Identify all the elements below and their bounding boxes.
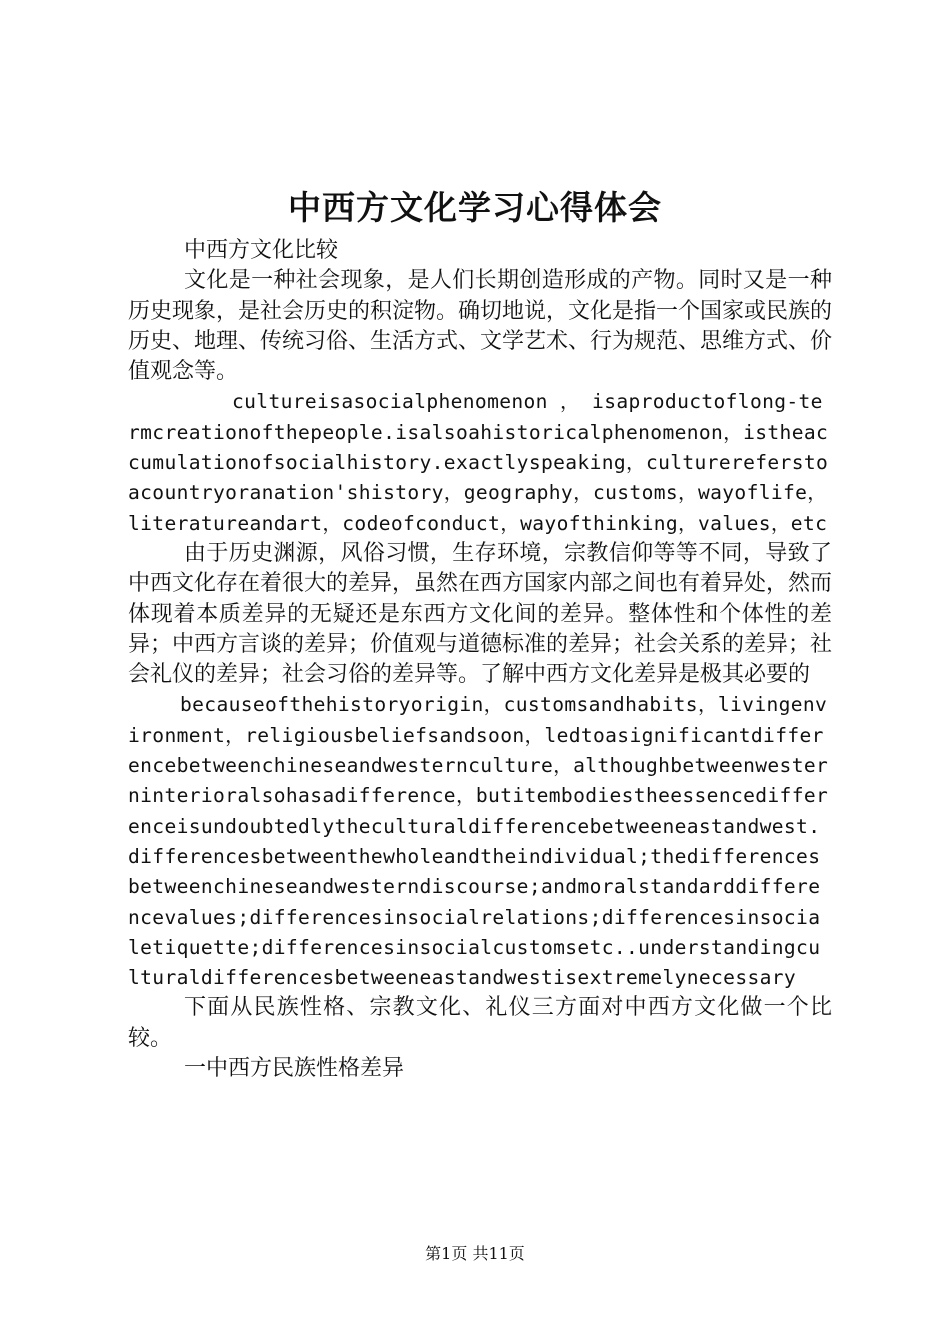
paragraph-chinese-intro: 文化是一种社会现象，是人们长期创造形成的产物。同时又是一种历史现象，是社会历史的积淀物。确切地说，文化是指一个国家或民族的历史、地理、传统习俗、生活方式、文学艺术、行为规范、思维方式、价值观念等。 [128,268,833,385]
section-heading: 中西方文化比较 [184,238,339,263]
paragraph-english-intro: cultureisasocialphenomenon ， isaproductoflong-termcreationofthepeople.isalsoahistoricalphenomenon，istheaccumulationofsocialhistory.exactlyspeaking，culturereferstoacountryoranation'shistory，geography，customs，wayoflife，literatureandart，codeofconduct，wayofthinking，values，etc [128,390,829,535]
subsection-heading: 一中西方民族性格差异 [184,1056,405,1082]
document-title: 中西方文化学习心得体会 [288,188,662,227]
paragraph-chinese-differences: 由于历史渊源，风俗习惯，生存环境，宗教信仰等等不同，导致了中西文化存在着很大的差异，虽然在西方国家内部之间也有着异处，然而体现着本质差异的无疑还是东西方文化间的差异。整体性和个体性的差异；中西方言谈的差异；价值观与道德标准的差异；社会关系的差异；社会礼仪的差异；社会习俗的差异等。了解中西方文化差异是极其必要的 [128,540,833,688]
paragraph-comparison-intro: 下面从民族性格、宗教文化、礼仪三方面对中西方文化做一个比较。 [128,995,832,1051]
document-body [128,236,832,1084]
page-number: 第1页 共11页 [425,1244,525,1263]
paragraph-english-differences: becauseofthehistoryorigin，customsandhabits，livingenvironment，religiousbeliefsandsoon，ledtoasignificantdifferencebetweenchineseandwesternculture，althoughbetweenwesterninterioralsohasadifference，butitembodiestheessencedifferenceisundoubtedlytheculturaldifferencebetweeneastandwest.differencesbetweenthewholeandtheindividual;thedifferencesbetweenchineseandwesterndiscourse;andmoralstandarddifferencevalues;differencesinsocialrelations;differencesinsocialetiquette;differencesinsocialcustomsetc..understandingculturaldifferencesbetweeneastandwestisextremelynecessary [128,693,829,990]
